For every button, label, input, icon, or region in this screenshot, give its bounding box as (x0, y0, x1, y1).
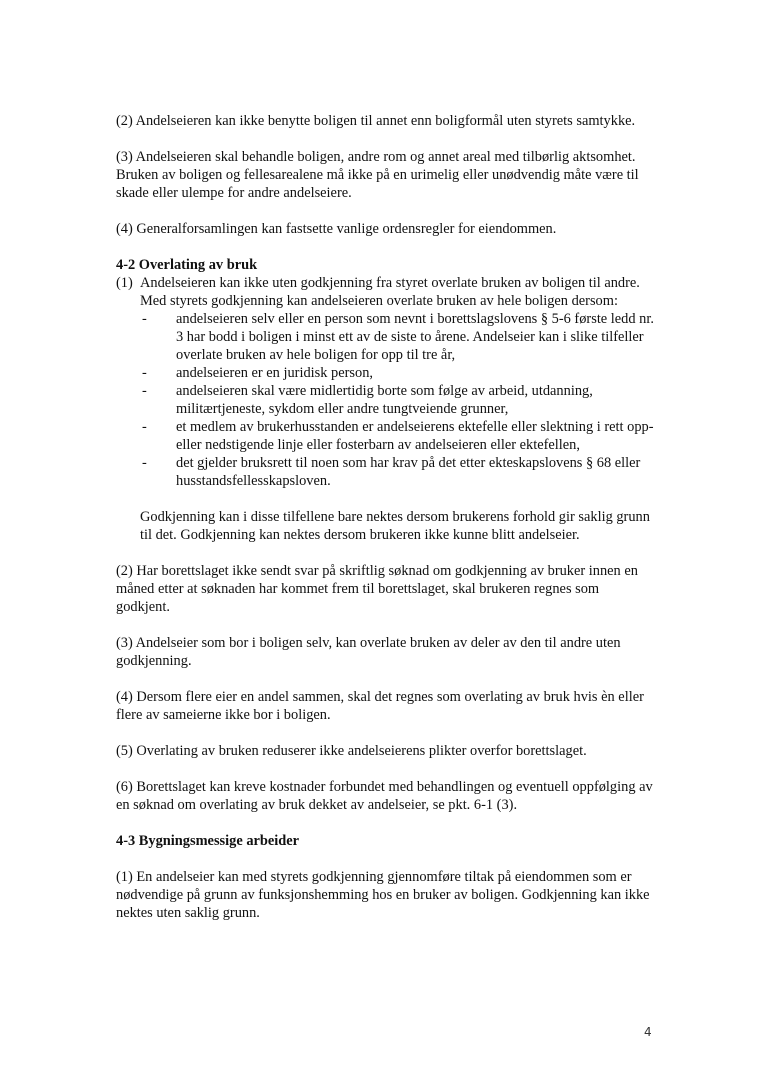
dash-marker: - (142, 419, 147, 435)
paragraph-4-2-2: (2) Har borettslaget ikke sendt svar på skriftlig søknad om godkjenning av bruker innen en måned etter at søknaden har kommet frem til borettslaget, skal brukeren regnes som godkjent. (116, 563, 638, 615)
dash-marker: - (142, 383, 147, 399)
paragraph-4-1-2: (2) Andelseieren kan ikke benytte boligen til annet enn boligformål uten styrets samtykke. (116, 113, 636, 129)
condition-list (140, 310, 656, 490)
paragraph-4-2-1-closing: Godkjenning kan i disse tilfellene bare nektes dersom brukerens forhold gir saklig grunn til det. Godkjenning kan nektes dersom brukeren ikke kunne blitt andelseier. (140, 509, 650, 543)
paragraph-4-2-3: (3) Andelseier som bor i boligen selv, kan overlate bruken av deler av den til andre uten godkjenning. (116, 635, 621, 669)
list-item (140, 382, 656, 418)
document-page (116, 112, 656, 940)
list-item (140, 418, 656, 454)
dash-marker: - (142, 311, 147, 327)
dash-marker: - (142, 455, 147, 471)
list-item (140, 364, 656, 382)
paragraph-4-2-5: (5) Overlating av bruken reduserer ikke andelseierens plikter overfor borettslaget. (116, 743, 587, 759)
item-text: Andelseieren kan ikke uten godkjenning fra styret overlate bruken av boligen til andre. Med styrets godkjenning kan andelseieren overlate bruken av hele boligen dersom: (140, 275, 640, 309)
list-item (140, 310, 656, 364)
paragraph-4-2-4: (4) Dersom flere eier en andel sammen, skal det regnes som overlating av bruk hvis èn eller flere av sameierne ikke bor i boligen. (116, 689, 644, 723)
list-item (140, 454, 656, 490)
list-item-text: andelseieren er en juridisk person, (176, 365, 373, 381)
dash-marker: - (142, 365, 147, 381)
paragraph-4-2-6: (6) Borettslaget kan kreve kostnader forbundet med behandlingen og eventuell oppfølging av en søknad om overlating av bruk dekket av andelseier, se pkt. 6-1 (3). (116, 779, 653, 813)
section-heading-4-3: 4-3 Bygningsmessige arbeider (116, 833, 300, 849)
list-item-text: andelseieren skal være midlertidig borte som følge av arbeid, utdanning, militærtjeneste, sykdom eller andre tungtveiende grunner, (176, 383, 593, 417)
paragraph-4-3-1: (1) En andelseier kan med styrets godkjenning gjennomføre tiltak på eiendommen som er nødvendige på grunn av funksjonshemming hos en bruker av boligen. Godkjenning kan ikke nektes uten saklig grunn. (116, 869, 650, 921)
paragraph-4-1-4: (4) Generalforsamlingen kan fastsette vanlige ordensregler for eiendommen. (116, 221, 557, 237)
list-item-text: det gjelder bruksrett til noen som har krav på det etter ekteskapslovens § 68 eller husstandsfellesskapsloven. (176, 455, 641, 489)
list-item-text: et medlem av brukerhusstanden er andelseierens ektefelle eller slektning i rett opp- eller nedstigende linje eller fosterbarn av andelseieren eller ektefellen, (176, 419, 654, 453)
section-heading-4-2: 4-2 Overlating av bruk (116, 257, 258, 273)
paragraph-4-2-1 (116, 274, 656, 490)
page-number: 4 (644, 1025, 652, 1039)
item-number: (1) (116, 275, 133, 291)
list-item-text: andelseieren selv eller en person som nevnt i borettslagslovens § 5-6 første ledd nr. 3 har bodd i boligen i minst ett av de siste to årene. Andelseier kan i slike tilfeller overlate bruken av hele boligen for opp til tre år, (176, 311, 654, 363)
paragraph-4-1-3: (3) Andelseieren skal behandle boligen, andre rom og annet areal med tilbørlig aktsomhet. Bruken av boligen og fellesarealene må ikke på en urimelig eller unødvendig måte være til skade eller ulempe for andre andelseiere. (116, 149, 639, 201)
